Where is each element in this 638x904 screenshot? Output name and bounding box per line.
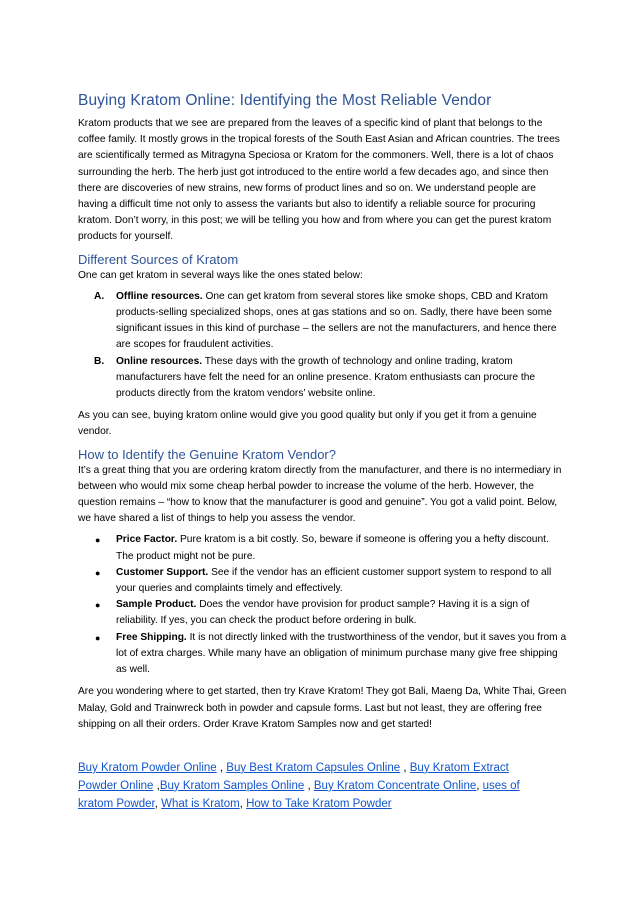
list-item: [95, 565, 568, 597]
list-item: [95, 630, 568, 679]
link-what-is-kratom[interactable]: What is Kratom: [161, 797, 240, 810]
identify-closing: Are you wondering where to get started, then try Krave Kratom! They got Bali, Maeng Da, White Thai, Green Malay, Gold and Trainwreck both in powder and capsule forms. Last but not least, they are offering free shipping on all their orders. Order Krave Kratom Samples now and get started!: [78, 686, 567, 730]
item-bold-label: Online resources.: [116, 355, 203, 367]
link-separator: ,: [216, 761, 227, 774]
link-separator: ,: [304, 779, 314, 792]
related-links: [78, 759, 548, 813]
item-text: Pure kratom is a bit costly. So, beware if someone is offering you a hefty discount. The product might not be pure.: [116, 534, 549, 562]
link-separator: ,: [400, 761, 410, 774]
link-separator: ,: [476, 779, 483, 792]
identify-list: [78, 532, 568, 678]
link-uses-of-kratom[interactable]: uses of kratom Powder: [78, 779, 520, 810]
link-buy-kratom-concentrate[interactable]: Buy Kratom Concentrate Online: [313, 779, 477, 792]
item-text: These days with the growth of technology and online trading, kratom manufacturers have felt the need for an online presence. Kratom enthusiasts can procure the products directly from the kratom vendors’ website online.: [116, 355, 536, 400]
list-item: [94, 354, 568, 403]
item-bold-label: Price Factor.: [116, 534, 178, 546]
bullet-icon: ●: [95, 632, 101, 643]
link-separator: ,: [239, 797, 247, 810]
link-separator: ,: [154, 797, 162, 810]
list-item: [95, 532, 568, 564]
item-bold-label: Offline resources.: [116, 290, 203, 302]
list-item: [94, 289, 568, 354]
sources-list: [78, 289, 568, 402]
item-text: It is not directly linked with the trustworthiness of the vendor, but it saves you from a lot of extra charges. While many have an obligation of minimum purchase many give free shipping as well.: [116, 631, 567, 676]
item-text: Does the vendor have provision for product sample? Having it is a sign of reliability. If yes, you can check the product before ordering in bulk.: [116, 599, 530, 627]
link-buy-kratom-powder[interactable]: Buy Kratom Powder Online: [78, 761, 217, 774]
bullet-icon: ●: [95, 535, 101, 546]
item-bold-label: Sample Product.: [116, 599, 197, 611]
sources-lead: One can get kratom in several ways like the ones stated below:: [78, 269, 363, 281]
intro-paragraph: Kratom products that we see are prepared from the leaves of a specific kind of plant that belongs to the coffee family. It mostly grows in the tropical forests of the South East Asian and African countries. The trees are scientifically termed as Mitragyna Speciosa or Kratom for the commoners. Well, there is a lot of chaos surrounding the herb. The herb just got introduced to the entire world a few decades ago, and since then there are discoveries of new strains, new forms of product lines and so on. We understand people are having a difficult time not only to assess the variants but also to identify a reliable source for procuring kratom. Don’t worry, in this post; we will be telling you how and from where you can get the purest kratom products for yourself.: [78, 118, 560, 243]
list-marker: A.: [94, 290, 105, 302]
item-bold-label: Customer Support.: [116, 566, 209, 578]
item-text: See if the vendor has an efficient customer support system to respond to all your queries and complaints timely and effectively.: [116, 566, 552, 595]
item-text: One can get kratom from several stores like smoke shops, CBD and Kratom products-selling specialized shops, ones at gas stations and so on. Sadly, there have been some significant issues in this kind of purchase – the sellers are not the manufacturers, and hence there are scopes for fraudulent activities.: [116, 290, 557, 351]
page-title: Buying Kratom Online: Identifying the Most Reliable Vendor: [78, 92, 492, 109]
bullet-icon: ●: [95, 567, 101, 578]
sources-heading: Different Sources of Kratom: [78, 251, 239, 267]
list-marker: B.: [94, 355, 105, 367]
link-how-to-take-kratom[interactable]: How to Take Kratom Powder: [246, 797, 392, 810]
link-buy-kratom-samples[interactable]: Buy Kratom Samples Online: [159, 779, 305, 792]
link-buy-kratom-capsules[interactable]: Buy Best Kratom Capsules Online: [226, 761, 401, 774]
bullet-icon: ●: [95, 600, 101, 611]
link-separator: ,: [153, 779, 160, 792]
identify-lead: It’s a great thing that you are ordering kratom directly from the manufacturer, and there is no intermediary in between who would mix some cheap herbal powder to increase the volume of the herb. However, the question remains – “how to know that the manufacturer is good and genuine”. You got a valid point. Below, we have shared a list of things to help you assess the vendor.: [78, 464, 562, 525]
link-buy-kratom-extract[interactable]: Buy Kratom Extract Powder Online: [78, 761, 509, 792]
item-bold-label: Free Shipping.: [116, 631, 187, 643]
list-item: [95, 597, 568, 629]
sources-closing: As you can see, buying kratom online would give you good quality but only if you get it from a genuine vendor.: [78, 410, 537, 438]
identify-heading: How to Identify the Genuine Kratom Vendor?: [78, 446, 336, 462]
